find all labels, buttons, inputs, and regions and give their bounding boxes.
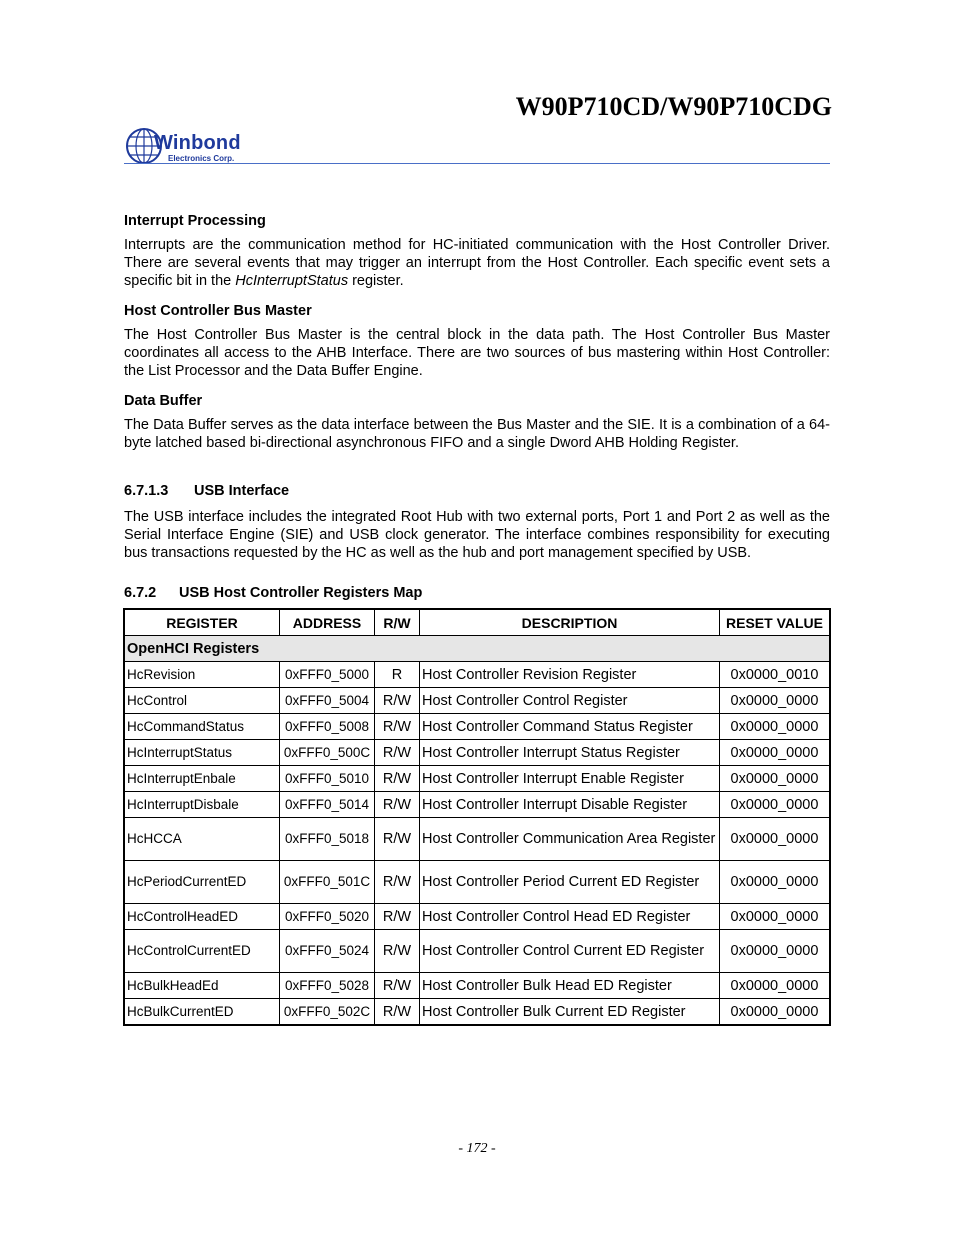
address-cell: 0xFFF0_5020 [280, 904, 375, 930]
reset-value-cell: 0x0000_0000 [720, 688, 831, 714]
description-cell: Host Controller Control Current ED Register [420, 930, 720, 973]
table-row [124, 930, 830, 973]
register-name-cell: HcControlCurrentED [124, 930, 280, 973]
reg-map-number: 6.7.2 [124, 585, 157, 601]
address-cell: 0xFFF0_5000 [280, 662, 375, 688]
table-row [124, 662, 830, 688]
interrupt-text-italic: HcInterruptStatus [235, 273, 349, 289]
description-cell: Host Controller Command Status Register [420, 714, 720, 740]
group-label: OpenHCI Registers [124, 636, 830, 662]
rw-cell: R/W [375, 861, 420, 904]
reset-value-cell: 0x0000_0000 [720, 818, 831, 861]
description-cell: Host Controller Bulk Current ED Register [420, 999, 720, 1026]
register-name-cell: HcRevision [124, 662, 280, 688]
page-content [124, 212, 830, 1026]
description-cell: Host Controller Communication Area Register [420, 818, 720, 861]
address-cell: 0xFFF0_5004 [280, 688, 375, 714]
page-number: - 172 - [458, 1141, 496, 1156]
interrupt-paragraph [124, 236, 830, 290]
rw-cell: R/W [375, 714, 420, 740]
rw-cell: R/W [375, 792, 420, 818]
rw-cell: R/W [375, 999, 420, 1026]
rw-cell: R [375, 662, 420, 688]
reg-map-heading [124, 584, 830, 602]
register-name-cell: HcCommandStatus [124, 714, 280, 740]
register-name-cell: HcHCCA [124, 818, 280, 861]
interrupt-heading: Interrupt Processing [124, 213, 266, 229]
logo-wordmark: Winbond [154, 132, 241, 154]
address-cell: 0xFFF0_5010 [280, 766, 375, 792]
bus-master-heading: Host Controller Bus Master [124, 303, 312, 319]
description-cell: Host Controller Interrupt Status Register [420, 740, 720, 766]
description-cell: Host Controller Interrupt Disable Register [420, 792, 720, 818]
description-cell: Host Controller Period Current ED Register [420, 861, 720, 904]
rw-cell: R/W [375, 818, 420, 861]
register-name-cell: HcBulkCurrentED [124, 999, 280, 1026]
rw-cell: R/W [375, 904, 420, 930]
table-row [124, 740, 830, 766]
table-row [124, 999, 830, 1026]
description-cell: Host Controller Control Register [420, 688, 720, 714]
interrupt-text-a: Interrupts are the communication method for HC-initiated communication with the Host Controller Driver. There are several events that may trigger an interrupt from the Host Controller. Each specific event sets a specific bit in the [124, 237, 830, 289]
header-divider [124, 163, 830, 164]
table-row [124, 766, 830, 792]
reset-value-cell: 0x0000_0010 [720, 662, 831, 688]
reg-map-title: USB Host Controller Registers Map [179, 585, 423, 601]
document-title: W90P710CD/W90P710CDG [515, 92, 832, 121]
register-map-table [123, 608, 831, 1026]
table-row [124, 973, 830, 999]
address-cell: 0xFFF0_502C [280, 999, 375, 1026]
col-description: DESCRIPTION [420, 609, 720, 636]
description-cell: Host Controller Interrupt Enable Register [420, 766, 720, 792]
register-name-cell: HcControlHeadED [124, 904, 280, 930]
reset-value-cell: 0x0000_0000 [720, 861, 831, 904]
description-cell: Host Controller Revision Register [420, 662, 720, 688]
winbond-logo [126, 126, 256, 166]
usb-interface-heading [124, 482, 830, 500]
col-rw: R/W [375, 609, 420, 636]
rw-cell: R/W [375, 766, 420, 792]
address-cell: 0xFFF0_501C [280, 861, 375, 904]
logo-subtitle: Electronics Corp. [168, 154, 235, 163]
col-register: REGISTER [124, 609, 280, 636]
col-reset-value: RESET VALUE [720, 609, 831, 636]
col-address: ADDRESS [280, 609, 375, 636]
reset-value-cell: 0x0000_0000 [720, 930, 831, 973]
interrupt-text-b: register. [348, 273, 404, 289]
usb-interface-number: 6.7.1.3 [124, 483, 169, 499]
address-cell: 0xFFF0_5008 [280, 714, 375, 740]
usb-interface-paragraph: The USB interface includes the integrated Root Hub with two external ports, Port 1 and Port 2 as well as the Serial Interface Engine (SIE) and USB clock generator. The interface combines responsibility for executing bus transactions requested by the HC as well as the hub and port management specified by USB. [124, 509, 830, 561]
address-cell: 0xFFF0_5018 [280, 818, 375, 861]
address-cell: 0xFFF0_500C [280, 740, 375, 766]
reset-value-cell: 0x0000_0000 [720, 904, 831, 930]
table-row [124, 714, 830, 740]
register-name-cell: HcPeriodCurrentED [124, 861, 280, 904]
reset-value-cell: 0x0000_0000 [720, 740, 831, 766]
usb-interface-title: USB Interface [194, 483, 290, 499]
reset-value-cell: 0x0000_0000 [720, 714, 831, 740]
bus-master-paragraph: The Host Controller Bus Master is the central block in the data path. The Host Controller Bus Master coordinates all access to the AHB Interface. There are two sources of bus mastering within Host Controller: the List Processor and the Data Buffer Engine. [124, 327, 830, 379]
table-row [124, 688, 830, 714]
address-cell: 0xFFF0_5024 [280, 930, 375, 973]
address-cell: 0xFFF0_5028 [280, 973, 375, 999]
rw-cell: R/W [375, 930, 420, 973]
table-row [124, 792, 830, 818]
description-cell: Host Controller Control Head ED Register [420, 904, 720, 930]
register-name-cell: HcInterruptStatus [124, 740, 280, 766]
table-row [124, 861, 830, 904]
rw-cell: R/W [375, 973, 420, 999]
register-name-cell: HcControl [124, 688, 280, 714]
data-buffer-paragraph: The Data Buffer serves as the data interface between the Bus Master and the SIE. It is a combination of a 64-byte latched based bi-directional asynchronous FIFO and a single Dword AHB Holding Register. [124, 417, 830, 451]
reset-value-cell: 0x0000_0000 [720, 766, 831, 792]
data-buffer-heading: Data Buffer [124, 393, 203, 409]
table-row [124, 818, 830, 861]
reset-value-cell: 0x0000_0000 [720, 999, 831, 1026]
reset-value-cell: 0x0000_0000 [720, 792, 831, 818]
register-name-cell: HcInterruptDisbale [124, 792, 280, 818]
description-cell: Host Controller Bulk Head ED Register [420, 973, 720, 999]
table-row [124, 904, 830, 930]
rw-cell: R/W [375, 740, 420, 766]
rw-cell: R/W [375, 688, 420, 714]
register-name-cell: HcBulkHeadEd [124, 973, 280, 999]
reset-value-cell: 0x0000_0000 [720, 973, 831, 999]
table-header-row [124, 609, 830, 636]
group-row [124, 636, 830, 662]
register-name-cell: HcInterruptEnbale [124, 766, 280, 792]
address-cell: 0xFFF0_5014 [280, 792, 375, 818]
